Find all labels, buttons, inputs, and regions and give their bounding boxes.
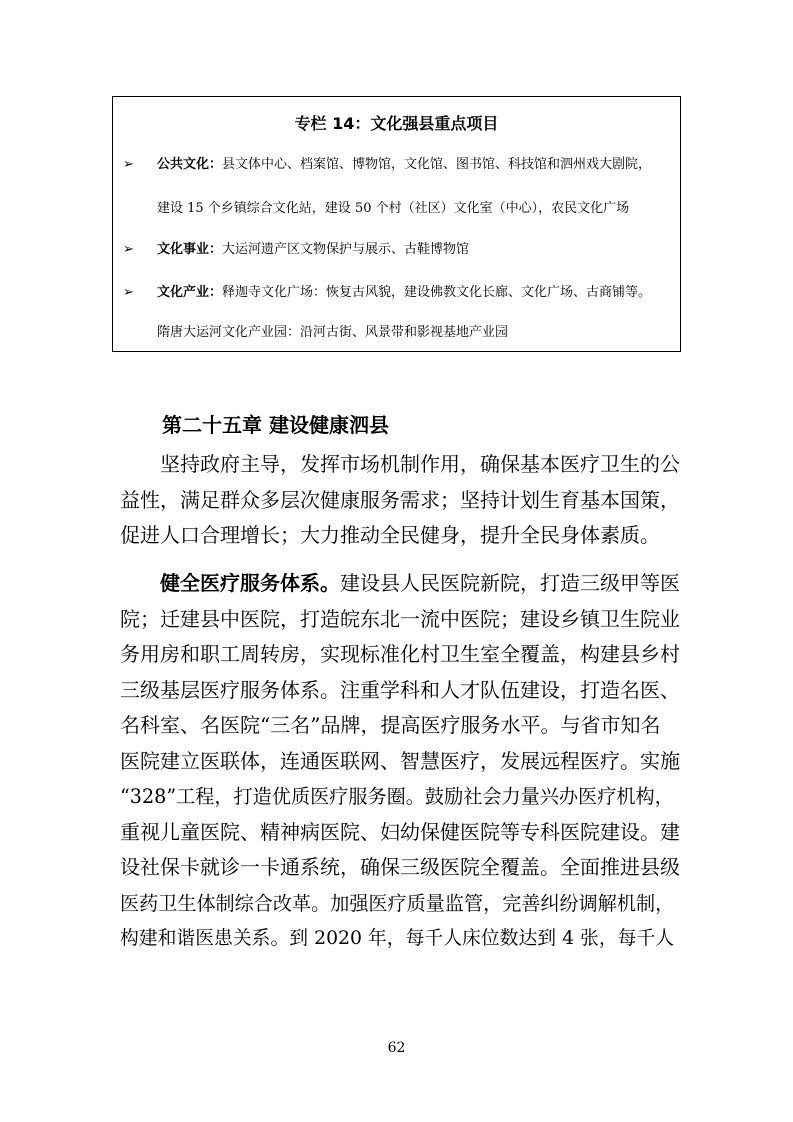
intro-paragraph [120, 447, 680, 554]
item-text: 县文体中心、档案馆、博物馆，文化馆、图书馆、科技馆和泗州戏大剧院， [222, 157, 652, 172]
text-line: 院；迁建县中医院，打造皖东北一流中医院；建设乡镇卫生院业 [120, 606, 680, 631]
chapter-heading: 第二十五章 建设健康泗县 [162, 413, 389, 437]
text-line: 名科室、名医院“三名”品牌，提高医疗服务水平。与省市知名 [120, 713, 661, 737]
item-label: 文化事业： [157, 242, 223, 257]
text-line: 促进人口合理增长；大力推动全民健身，提升全民身体素质。 [120, 523, 660, 547]
text-line: 重视儿童医院、精神病医院、妇幼保健医院等专科医院建设。建 [120, 819, 680, 844]
item-text: 大运河遗产区文物保护与展示、古鞋博物馆 [222, 242, 470, 257]
section-heading: 健全医疗服务体系。 [160, 571, 340, 595]
text-line: 益性，满足群众多层次健康服务需求；坚持计划生育基本国策， [120, 487, 680, 512]
page-number: 62 [387, 1040, 406, 1056]
text-line [120, 566, 680, 602]
item-text-cont: 隋唐大运河文化产业园：沿河古街、风景带和影视基地产业园 [157, 325, 509, 340]
item-text-cont: 建设 15 个乡镇综合文化站，建设 50 个村（社区）文化室（中心），农民文化广场 [157, 201, 630, 216]
text-line: 坚持政府主导，发挥市场机制作用，确保基本医疗卫生的公 [160, 452, 680, 476]
item-text: 释迦寺文化广场：恢复古风貌，建设佛教文化长廊、文化广场、古商铺等。 [222, 285, 652, 300]
column-box [112, 96, 681, 352]
text-line-rest: 建设县人民医院新院，打造三级甲等医 [340, 571, 680, 595]
text-line: 务用房和职工周转房，实现标准化村卫生室全覆盖，构建县乡村 [120, 642, 680, 666]
arrow-bullet-icon: ➢ [123, 242, 134, 257]
text-line: 医院建立医联体，连通医联网、智慧医疗，发展远程医疗。实施 [120, 748, 680, 773]
column-title: 专栏 14：文化强县重点项目 [294, 114, 499, 133]
item-label: 公共文化： [157, 157, 223, 172]
list-item-continuation [157, 201, 674, 217]
arrow-bullet-icon: ➢ [123, 285, 134, 300]
item-label: 文化产业： [157, 285, 223, 300]
text-line: 构建和谐医患关系。到 2020 年，每千人床位数达到 4 张，每千人 [120, 928, 675, 949]
list-item [123, 157, 674, 173]
arrow-bullet-icon: ➢ [123, 157, 134, 172]
text-line: 设社保卡就诊一卡通系统，确保三级医院全覆盖。全面推进县级 [120, 855, 680, 879]
list-item [123, 285, 674, 301]
text-line: 医药卫生体制综合改革。加强医疗质量监管，完善纠纷调解机制， [120, 891, 675, 915]
list-item [123, 242, 674, 258]
list-item-continuation [157, 325, 674, 341]
text-line: “328”工程，打造优质医疗服务圈。鼓励社会力量兴办医疗机构， [120, 785, 674, 808]
text-line: 三级基层医疗服务体系。注重学科和人才队伍建设，打造名医、 [120, 677, 680, 702]
section-paragraph [120, 566, 680, 957]
